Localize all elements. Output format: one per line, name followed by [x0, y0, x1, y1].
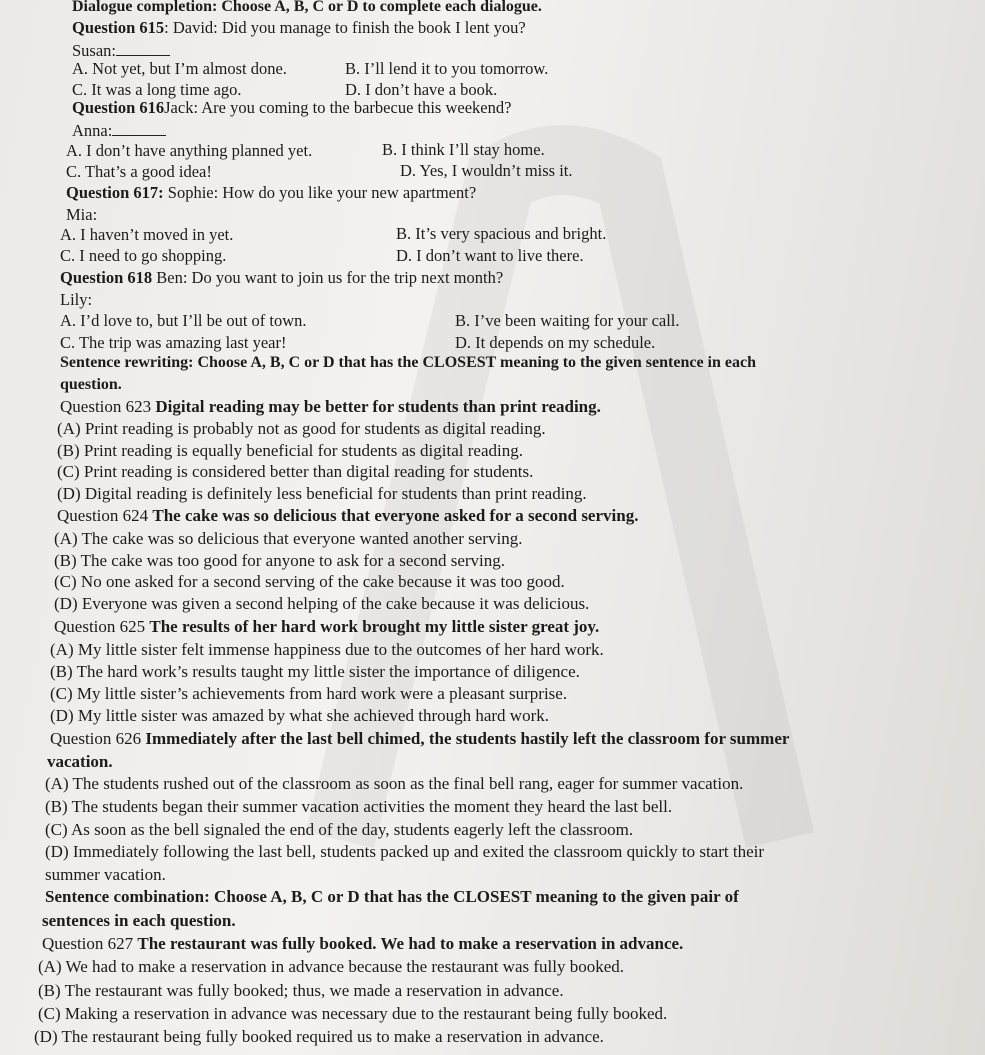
option-624-a[interactable]: (A) The cake was so delicious that everyone wanted another serving. [54, 529, 523, 548]
section-header-rewriting: Sentence rewriting: Choose A, B, C or D that has the CLOSEST meaning to the given sentence in each [60, 354, 756, 371]
question-627 [42, 933, 683, 954]
question-626 [50, 728, 789, 749]
question-627-sentence: The restaurant was fully booked. We had to make a reservation in advance. [137, 934, 684, 953]
option-626-c[interactable]: (C) As soon as the bell signaled the end of the day, students eagerly left the classroom. [45, 820, 634, 839]
question-616-number: Question 616 [72, 98, 165, 117]
option-616-b[interactable]: B. I think I’ll stay home. [382, 140, 545, 159]
question-626-sentence: Immediately after the last bell chimed, the students hastily left the classroom for summer [145, 729, 790, 748]
question-618-prompt: Ben: Do you want to join us for the trip next month? [152, 268, 504, 287]
option-616-c[interactable]: C. That’s a good idea! [66, 162, 212, 181]
option-627-c[interactable]: (C) Making a reservation in advance was necessary due to the restaurant being fully booked. [38, 1004, 668, 1023]
option-623-a[interactable]: (A) Print reading is probably not as good for students as digital reading. [57, 419, 546, 438]
section-header-combination-cont: sentences in each question. [42, 911, 236, 930]
option-625-a[interactable]: (A) My little sister felt immense happiness due to the outcomes of her hard work. [50, 640, 604, 659]
question-616-speaker: Anna: [72, 120, 166, 141]
question-615-speaker: Susan: [72, 40, 170, 61]
question-627-number: Question 627 [42, 934, 138, 953]
option-618-a[interactable]: A. I’d love to, but I’ll be out of town. [60, 311, 307, 330]
question-626-number: Question 626 [50, 729, 146, 748]
question-616 [72, 97, 511, 118]
option-623-b[interactable]: (B) Print reading is equally beneficial for students as digital reading. [57, 441, 523, 460]
question-623 [60, 396, 601, 417]
option-626-a[interactable]: (A) The students rushed out of the classroom as soon as the final bell rang, eager for summer vacation. [45, 774, 744, 793]
option-618-d[interactable]: D. It depends on my schedule. [455, 333, 656, 352]
option-617-b[interactable]: B. It’s very spacious and bright. [396, 224, 607, 243]
question-623-number: Question 623 [60, 397, 156, 416]
option-615-d[interactable]: D. I don’t have a book. [345, 80, 498, 99]
question-616-prompt: Jack: Are you coming to the barbecue this weekend? [164, 98, 512, 117]
question-615 [72, 17, 526, 38]
question-617-speaker: Mia: [66, 205, 98, 224]
option-626-d-cont: summer vacation. [45, 865, 166, 884]
option-624-b[interactable]: (B) The cake was too good for anyone to ask for a second serving. [54, 551, 505, 570]
option-617-a[interactable]: A. I haven’t moved in yet. [60, 225, 234, 244]
question-624 [57, 505, 638, 526]
question-615-number: Question 615 [72, 18, 165, 37]
section-header-rewriting-cont: question. [60, 376, 122, 393]
option-618-b[interactable]: B. I’ve been waiting for your call. [455, 311, 680, 330]
option-627-b[interactable]: (B) The restaurant was fully booked; thus, we made a reservation in advance. [38, 981, 564, 1000]
question-626-sentence-cont: vacation. [47, 752, 113, 771]
question-618-number: Question 618 [60, 268, 153, 287]
question-624-number: Question 624 [57, 506, 153, 525]
option-617-c[interactable]: C. I need to go shopping. [60, 246, 227, 265]
option-618-c[interactable]: C. The trip was amazing last year! [60, 333, 287, 352]
question-617 [66, 182, 476, 203]
option-624-d[interactable]: (D) Everyone was given a second helping of the cake because it was delicious. [54, 594, 590, 613]
option-625-c[interactable]: (C) My little sister’s achievements from hard work were a pleasant surprise. [50, 684, 568, 703]
section-header-combination: Sentence combination: Choose A, B, C or D that has the CLOSEST meaning to the given pair of [45, 887, 739, 906]
option-615-a[interactable]: A. Not yet, but I’m almost done. [72, 59, 287, 78]
question-623-sentence: Digital reading may be better for students than print reading. [155, 397, 601, 416]
option-625-d[interactable]: (D) My little sister was amazed by what she achieved through hard work. [50, 706, 549, 725]
option-617-d[interactable]: D. I don’t want to live there. [396, 246, 584, 265]
option-623-d[interactable]: (D) Digital reading is definitely less beneficial for students than print reading. [57, 484, 587, 503]
option-626-d[interactable]: (D) Immediately following the last bell, students packed up and exited the classroom quickly to start their [45, 842, 765, 861]
question-617-number: Question 617: [66, 183, 164, 202]
option-624-c[interactable]: (C) No one asked for a second serving of the cake because it was too good. [54, 572, 565, 591]
question-615-prompt: : David: Did you manage to finish the book I lent you? [164, 18, 526, 37]
question-624-sentence: The cake was so delicious that everyone asked for a second serving. [152, 506, 639, 525]
option-616-a[interactable]: A. I don’t have anything planned yet. [66, 141, 313, 160]
question-617-prompt: Sophie: How do you like your new apartment? [163, 183, 477, 202]
option-615-c[interactable]: C. It was a long time ago. [72, 80, 242, 99]
question-625-sentence: The results of her hard work brought my little sister great joy. [149, 617, 600, 636]
section-header-dialogue: Dialogue completion: Choose A, B, C or D to complete each dialogue. [72, 0, 542, 15]
question-625-number: Question 625 [54, 617, 150, 636]
question-625 [54, 616, 599, 637]
option-615-b[interactable]: B. I’ll lend it to you tomorrow. [345, 59, 549, 78]
option-616-d[interactable]: D. Yes, I wouldn’t miss it. [400, 161, 573, 180]
option-627-a[interactable]: (A) We had to make a reservation in advance because the restaurant was fully booked. [38, 957, 625, 976]
question-618 [60, 267, 503, 288]
option-623-c[interactable]: (C) Print reading is considered better than digital reading for students. [57, 462, 534, 481]
option-627-d[interactable]: (D) The restaurant being fully booked required us to make a reservation in advance. [34, 1027, 604, 1046]
option-626-b[interactable]: (B) The students began their summer vacation activities the moment they heard the last bell. [45, 797, 673, 816]
option-625-b[interactable]: (B) The hard work’s results taught my little sister the importance of diligence. [50, 662, 580, 681]
question-618-speaker: Lily: [60, 290, 93, 309]
